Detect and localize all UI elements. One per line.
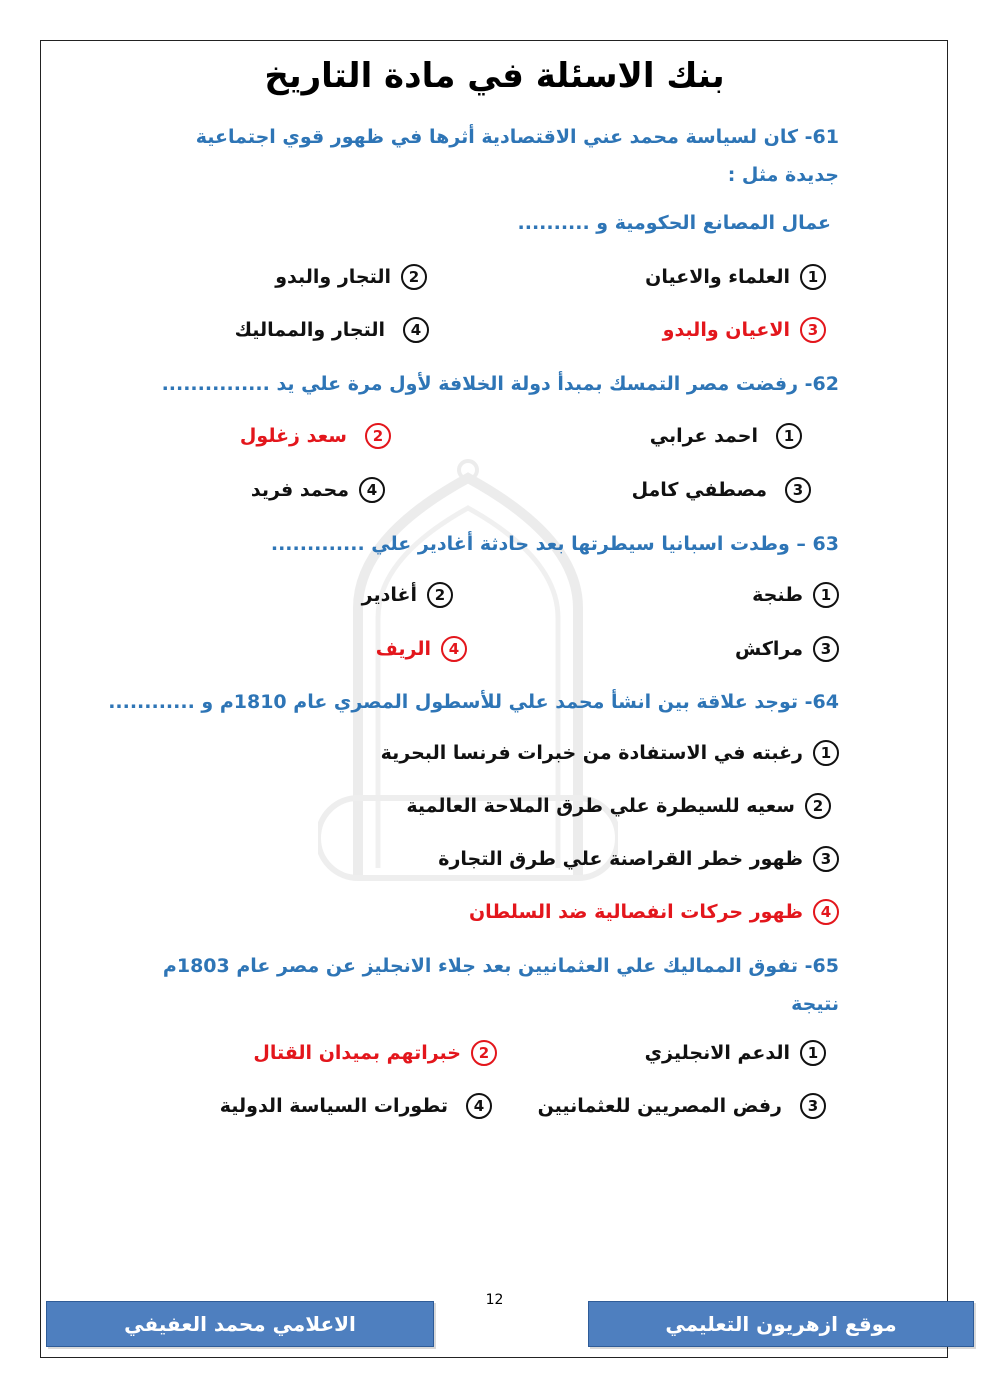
number-1-icon: 1 — [776, 423, 802, 449]
option-label: احمد عرابي — [649, 425, 758, 447]
q62-option-2-correct[interactable] — [240, 423, 391, 449]
q61-option-1[interactable] — [645, 264, 826, 290]
question-65-text: 65- تفوق المماليك علي العثمانيين بعد جلاء الانجليز عن مصر عام 1803م نتيجة — [162, 955, 839, 1015]
option-label: التجار والبدو — [275, 266, 391, 288]
watermark-logo — [318, 448, 618, 908]
option-label: ظهور حركات انفصالية ضد السلطان — [468, 901, 803, 923]
q65-option-4[interactable] — [220, 1093, 492, 1119]
number-3-icon: 3 — [813, 846, 839, 872]
number-4-icon: 4 — [466, 1093, 492, 1119]
q65-option-3[interactable] — [538, 1093, 826, 1119]
number-3-icon: 3 — [800, 317, 826, 343]
question-63-text: 63 – وطدت اسبانيا سيطرتها بعد حادثة أغادير علي ............. — [270, 533, 839, 555]
option-label: خبراتهم بميدان القتال — [253, 1042, 461, 1064]
question-64-text: 64- توجد علاقة بين انشأ محمد علي للأسطول المصري عام 1810م و ............ — [108, 691, 839, 713]
number-1-icon: 1 — [800, 264, 826, 290]
q63-option-3[interactable] — [735, 636, 839, 662]
option-label: طنجة — [752, 584, 803, 606]
q62-option-3[interactable] — [632, 477, 811, 503]
option-label: الدعم الانجليزي — [644, 1042, 790, 1064]
number-4-icon: 4 — [359, 477, 385, 503]
number-2-icon: 2 — [401, 264, 427, 290]
q64-option-1[interactable] — [381, 740, 839, 766]
option-label: العلماء والاعيان — [645, 266, 790, 288]
option-label: سعيه للسيطرة علي طرق الملاحة العالمية — [406, 795, 795, 817]
number-1-icon: 1 — [813, 582, 839, 608]
number-4-icon: 4 — [403, 317, 429, 343]
q63-option-2[interactable] — [362, 582, 453, 608]
page-number: 12 — [485, 1292, 504, 1308]
number-4-icon: 4 — [813, 899, 839, 925]
number-4-icon: 4 — [441, 636, 467, 662]
number-1-icon: 1 — [800, 1040, 826, 1066]
number-1-icon: 1 — [813, 740, 839, 766]
question-61-subtext: عمال المصانع الحكومية و .......... — [517, 212, 831, 234]
q62-option-1[interactable] — [650, 423, 802, 449]
number-2-icon: 2 — [427, 582, 453, 608]
option-label: أغادير — [361, 584, 417, 606]
number-2-icon: 2 — [471, 1040, 497, 1066]
q62-option-4[interactable] — [251, 477, 385, 503]
q63-option-4-correct[interactable] — [376, 636, 467, 662]
q64-option-2[interactable] — [406, 793, 831, 819]
number-2-icon: 2 — [365, 423, 391, 449]
number-3-icon: 3 — [813, 636, 839, 662]
question-61-text: 61- كان لسياسة محمد عني الاقتصادية أثرها في ظهور قوي اجتماعية جديدة مثل : — [195, 126, 839, 186]
q64-option-3[interactable] — [438, 846, 839, 872]
footer-author-box: الاعلامي محمد العفيفي — [46, 1301, 434, 1347]
footer-site-box: موقع ازهريون التعليمي — [588, 1301, 974, 1347]
option-label: رفض المصريين للعثمانيين — [537, 1095, 782, 1117]
option-label: ظهور خطر القراصنة علي طرق التجارة — [438, 848, 803, 870]
option-label: الاعيان والبدو — [662, 319, 790, 341]
option-label: سعد زغلول — [239, 425, 347, 447]
number-2-icon: 2 — [805, 793, 831, 819]
q61-option-2[interactable] — [275, 264, 427, 290]
number-3-icon: 3 — [785, 477, 811, 503]
q65-option-2-correct[interactable] — [253, 1040, 497, 1066]
q65-option-1[interactable] — [645, 1040, 826, 1066]
option-label: التجار والمماليك — [234, 319, 385, 341]
q64-option-4-correct[interactable] — [469, 899, 839, 925]
option-label: مصطفي كامل — [631, 479, 767, 501]
option-label: رغبته في الاستفادة من خبرات فرنسا البحرية — [380, 742, 803, 764]
q63-option-1[interactable] — [752, 582, 839, 608]
option-label: محمد فريد — [250, 479, 349, 501]
option-label: مراكش — [734, 638, 803, 660]
page-title: بنك الاسئلة في مادة التاريخ — [264, 56, 725, 96]
q61-option-4[interactable] — [235, 317, 429, 343]
option-label: الريف — [375, 638, 431, 660]
number-3-icon: 3 — [800, 1093, 826, 1119]
q61-option-3-correct[interactable] — [663, 317, 826, 343]
question-62-text: 62- رفضت مصر التمسك بمبدأ دولة الخلافة لأول مرة علي يد ............... — [161, 373, 839, 395]
option-label: تطورات السياسة الدولية — [219, 1095, 448, 1117]
